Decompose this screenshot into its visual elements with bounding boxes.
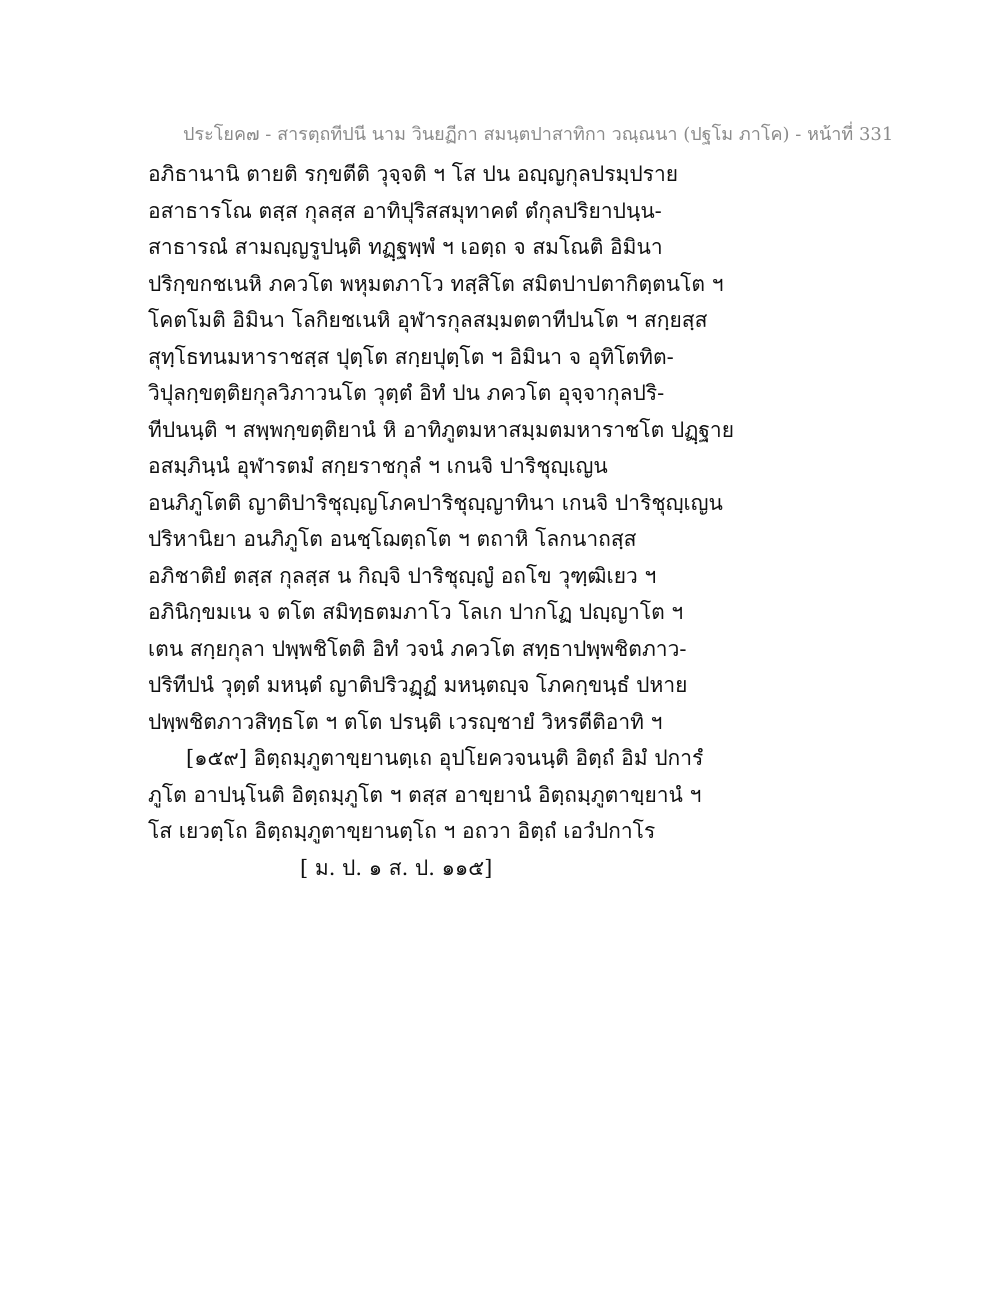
running-header: ประโยค๗ - สารตฺถทีปนี นาม วินยฏีกา สมนฺตปาสาทิกา วณฺณนา (ปฐโม ภาโค) - หน้าที่ 331 (183, 124, 894, 145)
text-line: อนภิภูโตติ ญาติปาริชุญฺญโภคปาริชุญฺญาทินา เกนจิ ปาริชุญฺเญน (148, 490, 723, 515)
text-line: โคตโมติ อิมินา โลกิยชเนหิ อุฬารกุลสมฺมตตาทีปนโต ฯ สกฺยสฺส (148, 308, 708, 332)
text-line: อสาธารโณ ตสฺส กุลสฺส อาทิปุริสสมุทาคตํ ตํกุลปริยาปนฺน- (148, 198, 662, 223)
text-line: ปริหานิยา อนภิภูโต อนชฺโฌตฺถโต ฯ ตถาหิ โลกนาถสฺส (148, 527, 637, 551)
text-line: โส เยวตฺโถ อิตฺถมฺภูตาขฺยานตฺโถ ฯ อถวา อิตฺถํ เอวํปกาโร (148, 819, 656, 843)
text-line: วิปุลกฺขตฺติยกุลวิภาวนโต วุตฺตํ อิทํ ปน ภควโต อุจฺจากุลปริ- (148, 381, 665, 405)
text-line: ทีปนนฺติ ฯ สพฺพกฺขตฺติยานํ หิ อาทิภูตมหาสมฺมตมหาราชโต ปฏฺฐาย (148, 417, 735, 442)
text-line: อภิธานานิ ตายติ รกฺขตีติ วุจฺจติ ฯ โส ปน อญฺญกุลปรมฺปราย (148, 162, 679, 186)
text-line: อสมฺภินฺนํ อุฬารตมํ สกฺยราชกุลํ ฯ เกนจิ ปาริชุญฺเญน (148, 454, 608, 478)
text-line: สาธารณํ สามญฺญรูปนฺติ ทฏฺฐพฺพํ ฯ เอตฺถ จ สมโณติ อิมินา (148, 235, 663, 259)
text-line: ภูโต อาปนฺโนติ อิตฺถมฺภูโต ฯ ตสฺส อาขฺยานํ อิตฺถมฺภูตาขฺยานํ ฯ (148, 782, 702, 807)
text-line: อภินิกฺขมเน จ ตโต สมิทฺธตมภาโว โลเก ปากโฏ ปญฺญาโต ฯ (148, 600, 684, 624)
text-line: สุทฺโธทนมหาราชสฺส ปุตฺโต สกฺยปุตฺโต ฯ อิมินา จ อุทิโตทิต- (148, 344, 674, 369)
text-line: เตน สกฺยกุลา ปพฺพชิโตติ อิทํ วจนํ ภควโต สทฺธาปพฺพชิตภาว- (148, 636, 687, 661)
paragraph-start-line: [๑๕๙] อิตฺถมฺภูตาขฺยานตฺเถ อุปโยควจนนฺติ อิตฺถํ อิมํ ปการํ (186, 746, 704, 770)
text-line: ปริกฺขกชเนหิ ภควโต พหุมตภาโว ทสฺสิโต สมิตปาปตากิตฺตนโต ฯ (148, 271, 724, 296)
page-reference: [ ม. ป. ๑ ส. ป. ๑๑๕] (300, 855, 493, 880)
text-line: ปพฺพชิตภาวสิทฺธโต ฯ ตโต ปรนฺติ เวรญฺชายํ วิหรตีติอาทิ ฯ (148, 709, 663, 734)
text-line: อภิชาติยํ ตสฺส กุลสฺส น กิญฺจิ ปาริชุญฺญํ อถโข วุฑฺฒิเยว ฯ (148, 563, 657, 588)
body-text (148, 156, 848, 886)
text-line: ปริทีปนํ วุตฺตํ มหนฺตํ ญาติปริวฏฺฏํ มหนฺตญฺจ โภคกฺขนฺธํ ปหาย (148, 673, 688, 697)
